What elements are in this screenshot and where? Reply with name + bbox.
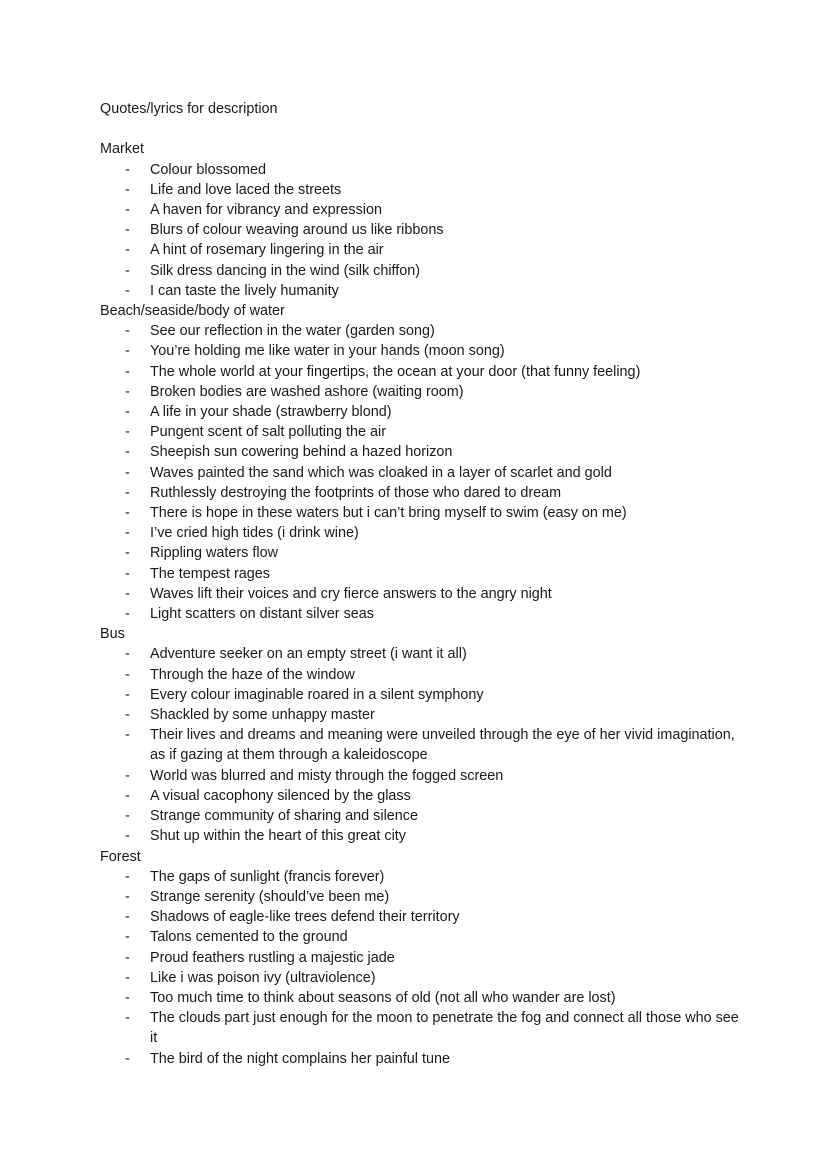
section-heading-bus: Bus — [100, 626, 125, 643]
document-title: Quotes/lyrics for description — [100, 101, 278, 117]
list-item-text: Shadows of eagle-like trees defend their territory — [150, 909, 460, 926]
list-item-text: Waves lift their voices and cry fierce answers to the angry night — [150, 585, 552, 602]
list-item-text: Shackled by some unhappy master — [150, 707, 375, 724]
section-heading-forest: Forest — [100, 848, 141, 865]
section-heading-market: Market — [100, 141, 144, 158]
list-item-text: Colour blossomed — [150, 161, 266, 178]
dash-bullet-icon: - — [125, 363, 130, 380]
list-item — [100, 422, 740, 442]
list-item-text: Talons cemented to the ground — [150, 929, 348, 946]
dash-bullet-icon: - — [125, 202, 130, 218]
dash-bullet-icon: - — [125, 505, 130, 522]
list-item-text: You’re holding me like water in your hands (moon song) — [150, 343, 505, 360]
dash-bullet-icon: - — [125, 949, 130, 966]
dash-bullet-icon: - — [125, 525, 130, 542]
list-item-text: Broken bodies are washed ashore (waiting room) — [150, 383, 464, 400]
list-item — [100, 927, 740, 947]
list-item — [100, 786, 740, 806]
list-item — [100, 826, 740, 846]
list-item — [100, 402, 740, 422]
list-item — [100, 766, 740, 786]
list-item — [100, 887, 740, 907]
bullet-list — [100, 867, 740, 1069]
dash-bullet-icon: - — [125, 1010, 130, 1027]
dash-bullet-icon: - — [125, 282, 130, 299]
list-item — [100, 261, 740, 281]
list-item-text: A visual cacophony silenced by the glass — [150, 787, 411, 804]
list-item — [100, 564, 740, 584]
bullet-list — [100, 321, 740, 624]
list-item — [100, 160, 740, 180]
list-item — [100, 1049, 740, 1069]
list-item — [100, 725, 740, 765]
list-item — [100, 463, 740, 483]
dash-bullet-icon: - — [125, 383, 130, 400]
list-item-text: Too much time to think about seasons of old (not all who wander are lost) — [150, 989, 616, 1006]
list-item — [100, 523, 740, 543]
list-item — [100, 503, 740, 523]
dash-bullet-icon: - — [125, 222, 130, 239]
list-item — [100, 321, 740, 341]
list-item — [100, 968, 740, 988]
list-item-text: Waves painted the sand which was cloaked in a layer of scarlet and gold — [150, 464, 612, 481]
list-item-text: Every colour imaginable roared in a silent symphony — [150, 686, 484, 703]
dash-bullet-icon: - — [125, 767, 130, 784]
list-item-text: Sheepish sun cowering behind a hazed horizon — [150, 444, 453, 461]
list-item — [100, 665, 740, 685]
list-item-text: I’ve cried high tides (i drink wine) — [150, 525, 359, 542]
list-item — [100, 948, 740, 968]
bullet-list — [100, 644, 740, 846]
list-item — [100, 705, 740, 725]
list-item — [100, 362, 740, 382]
list-item-text: Silk dress dancing in the wind (silk chiffon) — [150, 262, 421, 279]
list-item — [100, 604, 740, 624]
list-item-text: Ruthlessly destroying the footprints of those who dared to dream — [150, 484, 562, 501]
list-item — [100, 543, 740, 563]
dash-bullet-icon: - — [125, 707, 130, 724]
list-item-text: Like i was poison ivy (ultraviolence) — [150, 969, 376, 986]
list-item — [100, 442, 740, 462]
dash-bullet-icon: - — [125, 686, 130, 703]
list-item — [100, 907, 740, 927]
dash-bullet-icon: - — [125, 464, 130, 481]
list-item-text: Through the haze of the window — [150, 666, 355, 683]
list-item — [100, 341, 740, 361]
dash-bullet-icon: - — [125, 727, 130, 744]
list-item-text: World was blurred and misty through the fogged screen — [150, 767, 504, 784]
dash-bullet-icon: - — [125, 424, 130, 441]
list-item-text: Adventure seeker on an empty street (i want it all) — [150, 646, 467, 663]
list-item — [100, 1008, 740, 1048]
dash-bullet-icon: - — [125, 787, 130, 804]
dash-bullet-icon: - — [125, 323, 130, 340]
dash-bullet-icon: - — [125, 404, 130, 421]
list-item-text: The bird of the night complains her painful tune — [150, 1050, 450, 1067]
sections-container — [100, 139, 740, 1068]
section-heading-beach-seaside-body-of-water: Beach/seaside/body of water — [100, 303, 285, 320]
list-item — [100, 483, 740, 503]
bullet-list — [100, 160, 740, 301]
list-item-text: A hint of rosemary lingering in the air — [150, 242, 384, 259]
list-item-text: Life and love laced the streets — [150, 181, 342, 198]
dash-bullet-icon: - — [125, 909, 130, 926]
list-item-text: Rippling waters flow — [150, 545, 278, 562]
list-item-text: There is hope in these waters but i can’t bring myself to swim (easy on me) — [150, 505, 627, 522]
dash-bullet-icon: - — [125, 808, 130, 825]
list-item-text: Strange community of sharing and silence — [150, 808, 418, 825]
list-item-text: The clouds part just enough for the moon to penetrate the fog and connect all those who see it — [150, 1010, 739, 1047]
list-item — [100, 867, 740, 887]
list-item-text: The gaps of sunlight (francis forever) — [150, 868, 385, 885]
list-item-text: See our reflection in the water (garden song) — [150, 323, 435, 340]
list-item — [100, 685, 740, 705]
list-item — [100, 584, 740, 604]
dash-bullet-icon: - — [125, 989, 130, 1006]
list-item — [100, 240, 740, 260]
dash-bullet-icon: - — [125, 828, 130, 845]
list-item-text: Light scatters on distant silver seas — [150, 606, 374, 623]
dash-bullet-icon: - — [125, 565, 130, 582]
list-item-text: Shut up within the heart of this great city — [150, 828, 406, 845]
list-item-text: A life in your shade (strawberry blond) — [150, 404, 392, 421]
dash-bullet-icon: - — [125, 484, 130, 501]
list-item-text: A haven for vibrancy and expression — [150, 202, 382, 218]
dash-bullet-icon: - — [125, 585, 130, 602]
list-item — [100, 200, 740, 220]
dash-bullet-icon: - — [125, 929, 130, 946]
dash-bullet-icon: - — [125, 1050, 130, 1067]
dash-bullet-icon: - — [125, 343, 130, 360]
dash-bullet-icon: - — [125, 969, 130, 986]
list-item — [100, 180, 740, 200]
dash-bullet-icon: - — [125, 666, 130, 683]
list-item — [100, 220, 740, 240]
document-body — [100, 99, 740, 1069]
list-item — [100, 806, 740, 826]
dash-bullet-icon: - — [125, 606, 130, 623]
list-item-text: Strange serenity (should’ve been me) — [150, 888, 390, 905]
list-item-text: Blurs of colour weaving around us like ribbons — [150, 222, 444, 239]
list-item — [100, 644, 740, 664]
dash-bullet-icon: - — [125, 868, 130, 885]
dash-bullet-icon: - — [125, 444, 130, 461]
list-item-text: The tempest rages — [150, 565, 270, 582]
list-item-text: Their lives and dreams and meaning were unveiled through the eye of her vivid imagination, as if gazing at them through a kaleidoscope — [150, 727, 735, 764]
list-item-text: Pungent scent of salt polluting the air — [150, 424, 386, 441]
list-item-text: Proud feathers rustling a majestic jade — [150, 949, 395, 966]
list-item-text: I can taste the lively humanity — [150, 282, 339, 299]
list-item — [100, 382, 740, 402]
dash-bullet-icon: - — [125, 262, 130, 279]
dash-bullet-icon: - — [125, 646, 130, 663]
dash-bullet-icon: - — [125, 181, 130, 198]
dash-bullet-icon: - — [125, 888, 130, 905]
dash-bullet-icon: - — [125, 242, 130, 259]
dash-bullet-icon: - — [125, 161, 130, 178]
dash-bullet-icon: - — [125, 545, 130, 562]
list-item-text: The whole world at your fingertips, the ocean at your door (that funny feeling) — [150, 363, 641, 380]
list-item — [100, 281, 740, 301]
list-item — [100, 988, 740, 1008]
